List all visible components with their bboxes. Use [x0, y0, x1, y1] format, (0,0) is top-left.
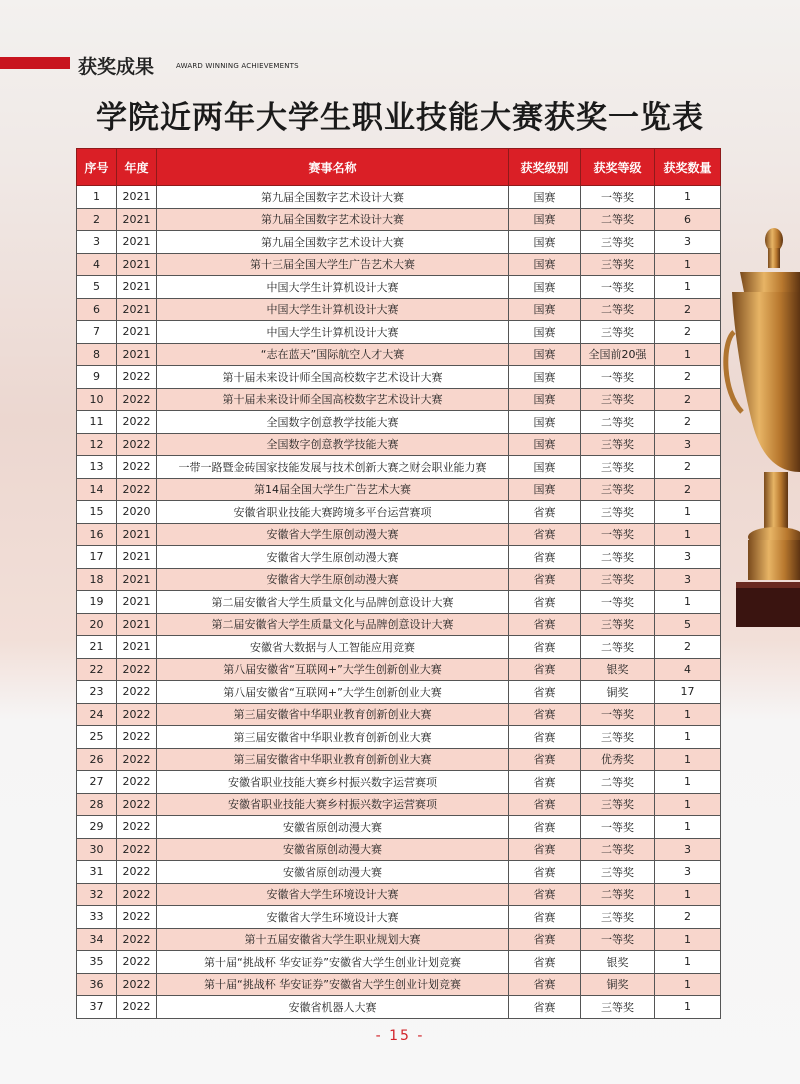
row-index: 36 — [77, 973, 117, 996]
row-year: 2022 — [117, 681, 157, 704]
row-award-grade: 二等奖 — [581, 411, 655, 434]
row-award-grade: 一等奖 — [581, 366, 655, 389]
row-award-level: 省赛 — [509, 951, 581, 974]
row-award-level: 国赛 — [509, 433, 581, 456]
row-award-grade: 银奖 — [581, 658, 655, 681]
row-contest-name: 第十五届安徽省大学生职业规划大赛 — [157, 928, 509, 951]
table-row — [77, 861, 721, 884]
row-year: 2022 — [117, 973, 157, 996]
row-award-count: 3 — [655, 861, 721, 884]
row-award-count: 2 — [655, 456, 721, 479]
row-award-count: 1 — [655, 591, 721, 614]
row-award-level: 省赛 — [509, 928, 581, 951]
row-contest-name: 第十三届全国大学生广告艺术大赛 — [157, 253, 509, 276]
row-award-level: 国赛 — [509, 208, 581, 231]
row-index: 37 — [77, 996, 117, 1019]
page-title: 学院近两年大学生职业技能大赛获奖一览表 — [96, 100, 704, 136]
table-row — [77, 298, 721, 321]
row-award-grade: 一等奖 — [581, 703, 655, 726]
table-row — [77, 433, 721, 456]
row-year: 2022 — [117, 771, 157, 794]
row-index: 16 — [77, 523, 117, 546]
row-contest-name: 安徽省大学生环境设计大赛 — [157, 906, 509, 929]
row-contest-name: 第十届未来设计师全国高校数字艺术设计大赛 — [157, 388, 509, 411]
row-contest-name: 中国大学生计算机设计大赛 — [157, 276, 509, 299]
row-index: 22 — [77, 658, 117, 681]
row-award-level: 省赛 — [509, 636, 581, 659]
row-award-grade: 三等奖 — [581, 501, 655, 524]
row-index: 23 — [77, 681, 117, 704]
column-header: 获奖级别 — [509, 149, 581, 186]
row-award-count: 1 — [655, 771, 721, 794]
row-award-grade: 铜奖 — [581, 681, 655, 704]
column-header: 获奖等级 — [581, 149, 655, 186]
row-index: 3 — [77, 231, 117, 254]
row-award-count: 3 — [655, 838, 721, 861]
row-award-count: 1 — [655, 928, 721, 951]
row-contest-name: 中国大学生计算机设计大赛 — [157, 321, 509, 344]
row-award-count: 1 — [655, 726, 721, 749]
row-year: 2021 — [117, 231, 157, 254]
row-year: 2022 — [117, 658, 157, 681]
table-row — [77, 591, 721, 614]
row-index: 33 — [77, 906, 117, 929]
row-award-count: 1 — [655, 996, 721, 1019]
row-index: 1 — [77, 186, 117, 209]
row-award-count: 2 — [655, 321, 721, 344]
row-award-grade: 三等奖 — [581, 568, 655, 591]
row-award-grade: 三等奖 — [581, 906, 655, 929]
row-contest-name: 第三届安徽省中华职业教育创新创业大赛 — [157, 703, 509, 726]
row-index: 19 — [77, 591, 117, 614]
row-index: 30 — [77, 838, 117, 861]
table-row — [77, 951, 721, 974]
row-award-count: 3 — [655, 433, 721, 456]
row-index: 11 — [77, 411, 117, 434]
row-contest-name: “志在蓝天”国际航空人才大赛 — [157, 343, 509, 366]
table-row — [77, 546, 721, 569]
row-award-grade: 二等奖 — [581, 883, 655, 906]
table-row — [77, 366, 721, 389]
row-year: 2022 — [117, 456, 157, 479]
row-award-grade: 全国前20强 — [581, 343, 655, 366]
row-award-level: 省赛 — [509, 973, 581, 996]
row-award-grade: 二等奖 — [581, 838, 655, 861]
table-row — [77, 703, 721, 726]
row-award-grade: 三等奖 — [581, 253, 655, 276]
row-index: 29 — [77, 816, 117, 839]
row-award-grade: 三等奖 — [581, 456, 655, 479]
row-year: 2022 — [117, 726, 157, 749]
row-award-level: 省赛 — [509, 793, 581, 816]
row-index: 31 — [77, 861, 117, 884]
row-index: 10 — [77, 388, 117, 411]
row-year: 2022 — [117, 433, 157, 456]
row-award-count: 1 — [655, 748, 721, 771]
column-header: 获奖数量 — [655, 149, 721, 186]
row-index: 26 — [77, 748, 117, 771]
row-award-count: 1 — [655, 186, 721, 209]
row-year: 2022 — [117, 478, 157, 501]
row-award-level: 国赛 — [509, 276, 581, 299]
table-row — [77, 456, 721, 479]
row-contest-name: 安徽省职业技能大赛乡村振兴数字运营赛项 — [157, 771, 509, 794]
row-index: 18 — [77, 568, 117, 591]
row-index: 21 — [77, 636, 117, 659]
table-row — [77, 613, 721, 636]
row-award-level: 国赛 — [509, 343, 581, 366]
table-row — [77, 523, 721, 546]
row-award-count: 6 — [655, 208, 721, 231]
row-award-level: 国赛 — [509, 186, 581, 209]
column-header: 序号 — [77, 149, 117, 186]
row-contest-name: 第14届全国大学生广告艺术大赛 — [157, 478, 509, 501]
row-award-level: 省赛 — [509, 703, 581, 726]
row-award-grade: 三等奖 — [581, 321, 655, 344]
row-year: 2021 — [117, 253, 157, 276]
row-year: 2022 — [117, 793, 157, 816]
row-award-count: 1 — [655, 703, 721, 726]
row-contest-name: 安徽省原创动漫大赛 — [157, 816, 509, 839]
row-year: 2021 — [117, 343, 157, 366]
table-row — [77, 253, 721, 276]
row-award-grade: 优秀奖 — [581, 748, 655, 771]
row-contest-name: 第三届安徽省中华职业教育创新创业大赛 — [157, 748, 509, 771]
row-award-level: 国赛 — [509, 478, 581, 501]
table-row — [77, 928, 721, 951]
row-award-count: 1 — [655, 276, 721, 299]
row-award-count: 2 — [655, 478, 721, 501]
row-award-grade: 铜奖 — [581, 973, 655, 996]
row-contest-name: 第十届未来设计师全国高校数字艺术设计大赛 — [157, 366, 509, 389]
row-award-count: 5 — [655, 613, 721, 636]
table-row — [77, 478, 721, 501]
row-index: 34 — [77, 928, 117, 951]
row-award-count: 1 — [655, 883, 721, 906]
row-year: 2021 — [117, 186, 157, 209]
row-award-grade: 一等奖 — [581, 816, 655, 839]
table-row — [77, 388, 721, 411]
row-index: 27 — [77, 771, 117, 794]
row-index: 6 — [77, 298, 117, 321]
row-contest-name: 安徽省大学生环境设计大赛 — [157, 883, 509, 906]
row-award-level: 省赛 — [509, 883, 581, 906]
row-award-level: 国赛 — [509, 253, 581, 276]
row-award-count: 2 — [655, 298, 721, 321]
row-award-grade: 一等奖 — [581, 591, 655, 614]
row-award-count: 1 — [655, 951, 721, 974]
table-row — [77, 276, 721, 299]
row-award-level: 省赛 — [509, 501, 581, 524]
row-award-grade: 二等奖 — [581, 208, 655, 231]
row-contest-name: 第九届全国数字艺术设计大赛 — [157, 208, 509, 231]
row-award-level: 省赛 — [509, 996, 581, 1019]
row-award-level: 省赛 — [509, 838, 581, 861]
row-year: 2021 — [117, 613, 157, 636]
row-index: 8 — [77, 343, 117, 366]
row-year: 2022 — [117, 883, 157, 906]
row-award-level: 省赛 — [509, 681, 581, 704]
row-award-level: 省赛 — [509, 568, 581, 591]
row-index: 35 — [77, 951, 117, 974]
row-year: 2021 — [117, 321, 157, 344]
trophy-image — [722, 222, 800, 652]
row-award-count: 17 — [655, 681, 721, 704]
row-award-grade: 三等奖 — [581, 726, 655, 749]
table-row — [77, 681, 721, 704]
section-title: 获奖成果 — [78, 56, 155, 78]
row-award-grade: 三等奖 — [581, 478, 655, 501]
row-index: 17 — [77, 546, 117, 569]
row-award-level: 国赛 — [509, 366, 581, 389]
column-header: 赛事名称 — [157, 149, 509, 186]
row-index: 24 — [77, 703, 117, 726]
row-award-level: 省赛 — [509, 523, 581, 546]
row-award-grade: 二等奖 — [581, 298, 655, 321]
row-award-grade: 银奖 — [581, 951, 655, 974]
row-award-grade: 一等奖 — [581, 928, 655, 951]
row-award-count: 2 — [655, 906, 721, 929]
row-award-count: 1 — [655, 973, 721, 996]
row-index: 13 — [77, 456, 117, 479]
table-row — [77, 343, 721, 366]
row-award-grade: 一等奖 — [581, 186, 655, 209]
table-row — [77, 816, 721, 839]
row-contest-name: 第十届“挑战杯 华安证券”安徽省大学生创业计划竞赛 — [157, 951, 509, 974]
row-award-level: 国赛 — [509, 321, 581, 344]
row-award-grade: 二等奖 — [581, 546, 655, 569]
row-index: 15 — [77, 501, 117, 524]
row-contest-name: 第二届安徽省大学生质量文化与品牌创意设计大赛 — [157, 613, 509, 636]
row-index: 7 — [77, 321, 117, 344]
row-index: 28 — [77, 793, 117, 816]
row-year: 2022 — [117, 748, 157, 771]
row-award-grade: 三等奖 — [581, 996, 655, 1019]
header-accent-bar — [0, 57, 70, 69]
row-award-count: 3 — [655, 546, 721, 569]
row-year: 2022 — [117, 411, 157, 434]
row-award-grade: 三等奖 — [581, 433, 655, 456]
row-index: 4 — [77, 253, 117, 276]
row-award-grade: 一等奖 — [581, 523, 655, 546]
table-row — [77, 726, 721, 749]
row-award-level: 国赛 — [509, 231, 581, 254]
row-award-grade: 二等奖 — [581, 771, 655, 794]
row-award-level: 国赛 — [509, 456, 581, 479]
row-year: 2022 — [117, 928, 157, 951]
row-contest-name: 安徽省职业技能大赛乡村振兴数字运营赛项 — [157, 793, 509, 816]
row-index: 2 — [77, 208, 117, 231]
row-award-level: 省赛 — [509, 658, 581, 681]
row-contest-name: 第八届安徽省“互联网+”大学生创新创业大赛 — [157, 681, 509, 704]
row-year: 2022 — [117, 996, 157, 1019]
row-year: 2021 — [117, 276, 157, 299]
row-award-count: 1 — [655, 816, 721, 839]
row-contest-name: 全国数字创意教学技能大赛 — [157, 411, 509, 434]
row-contest-name: 安徽省大数据与人工智能应用竞赛 — [157, 636, 509, 659]
row-award-grade: 二等奖 — [581, 636, 655, 659]
table-row — [77, 411, 721, 434]
row-contest-name: 安徽省大学生原创动漫大赛 — [157, 568, 509, 591]
row-year: 2022 — [117, 906, 157, 929]
row-award-grade: 三等奖 — [581, 861, 655, 884]
table-row — [77, 186, 721, 209]
table-row — [77, 973, 721, 996]
row-award-count: 1 — [655, 523, 721, 546]
table-row — [77, 996, 721, 1019]
row-award-count: 2 — [655, 388, 721, 411]
row-award-level: 省赛 — [509, 906, 581, 929]
row-year: 2020 — [117, 501, 157, 524]
row-award-grade: 三等奖 — [581, 388, 655, 411]
row-award-level: 省赛 — [509, 816, 581, 839]
table-row — [77, 883, 721, 906]
row-year: 2021 — [117, 298, 157, 321]
row-index: 14 — [77, 478, 117, 501]
row-contest-name: 安徽省大学生原创动漫大赛 — [157, 546, 509, 569]
table-row — [77, 208, 721, 231]
row-year: 2022 — [117, 703, 157, 726]
row-award-count: 2 — [655, 411, 721, 434]
row-index: 25 — [77, 726, 117, 749]
table-row — [77, 838, 721, 861]
row-contest-name: 第九届全国数字艺术设计大赛 — [157, 186, 509, 209]
table-row — [77, 748, 721, 771]
table-row — [77, 793, 721, 816]
row-award-count: 4 — [655, 658, 721, 681]
row-index: 20 — [77, 613, 117, 636]
table-row — [77, 658, 721, 681]
row-award-count: 3 — [655, 568, 721, 591]
row-year: 2021 — [117, 591, 157, 614]
row-award-level: 省赛 — [509, 861, 581, 884]
row-award-grade: 一等奖 — [581, 276, 655, 299]
row-year: 2022 — [117, 388, 157, 411]
column-header: 年度 — [117, 149, 157, 186]
row-index: 5 — [77, 276, 117, 299]
table-row — [77, 568, 721, 591]
row-index: 9 — [77, 366, 117, 389]
row-contest-name: 中国大学生计算机设计大赛 — [157, 298, 509, 321]
row-contest-name: 一带一路暨金砖国家技能发展与技术创新大赛之财会职业能力赛 — [157, 456, 509, 479]
row-year: 2021 — [117, 523, 157, 546]
row-award-level: 省赛 — [509, 546, 581, 569]
row-index: 32 — [77, 883, 117, 906]
table-row — [77, 906, 721, 929]
row-index: 12 — [77, 433, 117, 456]
row-year: 2021 — [117, 568, 157, 591]
row-award-count: 2 — [655, 636, 721, 659]
row-award-count: 1 — [655, 253, 721, 276]
row-year: 2021 — [117, 546, 157, 569]
row-contest-name: 安徽省机器人大赛 — [157, 996, 509, 1019]
table-row — [77, 501, 721, 524]
row-year: 2021 — [117, 208, 157, 231]
row-award-count: 3 — [655, 231, 721, 254]
row-award-count: 1 — [655, 343, 721, 366]
row-award-level: 省赛 — [509, 748, 581, 771]
row-year: 2021 — [117, 636, 157, 659]
row-award-level: 省赛 — [509, 591, 581, 614]
row-award-grade: 三等奖 — [581, 231, 655, 254]
row-contest-name: 安徽省原创动漫大赛 — [157, 838, 509, 861]
row-contest-name: 第十届“挑战杯 华安证券”安徽省大学生创业计划竞赛 — [157, 973, 509, 996]
table-row — [77, 231, 721, 254]
row-award-level: 省赛 — [509, 771, 581, 794]
row-year: 2022 — [117, 366, 157, 389]
row-award-level: 国赛 — [509, 411, 581, 434]
row-award-level: 国赛 — [509, 388, 581, 411]
row-award-grade: 三等奖 — [581, 613, 655, 636]
row-year: 2022 — [117, 951, 157, 974]
row-award-count: 2 — [655, 366, 721, 389]
row-contest-name: 安徽省原创动漫大赛 — [157, 861, 509, 884]
table-row — [77, 636, 721, 659]
row-contest-name: 第九届全国数字艺术设计大赛 — [157, 231, 509, 254]
row-award-level: 国赛 — [509, 298, 581, 321]
row-contest-name: 第三届安徽省中华职业教育创新创业大赛 — [157, 726, 509, 749]
row-award-count: 1 — [655, 501, 721, 524]
table-row — [77, 771, 721, 794]
row-contest-name: 安徽省大学生原创动漫大赛 — [157, 523, 509, 546]
table-row — [77, 321, 721, 344]
row-contest-name: 第二届安徽省大学生质量文化与品牌创意设计大赛 — [157, 591, 509, 614]
row-contest-name: 全国数字创意教学技能大赛 — [157, 433, 509, 456]
table-header-row — [77, 149, 721, 186]
row-award-count: 1 — [655, 793, 721, 816]
row-award-grade: 三等奖 — [581, 793, 655, 816]
row-year: 2022 — [117, 816, 157, 839]
row-year: 2022 — [117, 838, 157, 861]
row-year: 2022 — [117, 861, 157, 884]
page-number: - 15 - — [375, 1028, 425, 1044]
row-award-level: 省赛 — [509, 726, 581, 749]
row-contest-name: 第八届安徽省“互联网+”大学生创新创业大赛 — [157, 658, 509, 681]
section-subtitle: AWARD WINNING ACHIEVEMENTS — [176, 62, 299, 70]
awards-table — [76, 148, 721, 1019]
row-award-level: 省赛 — [509, 613, 581, 636]
row-contest-name: 安徽省职业技能大赛跨境多平台运营赛项 — [157, 501, 509, 524]
